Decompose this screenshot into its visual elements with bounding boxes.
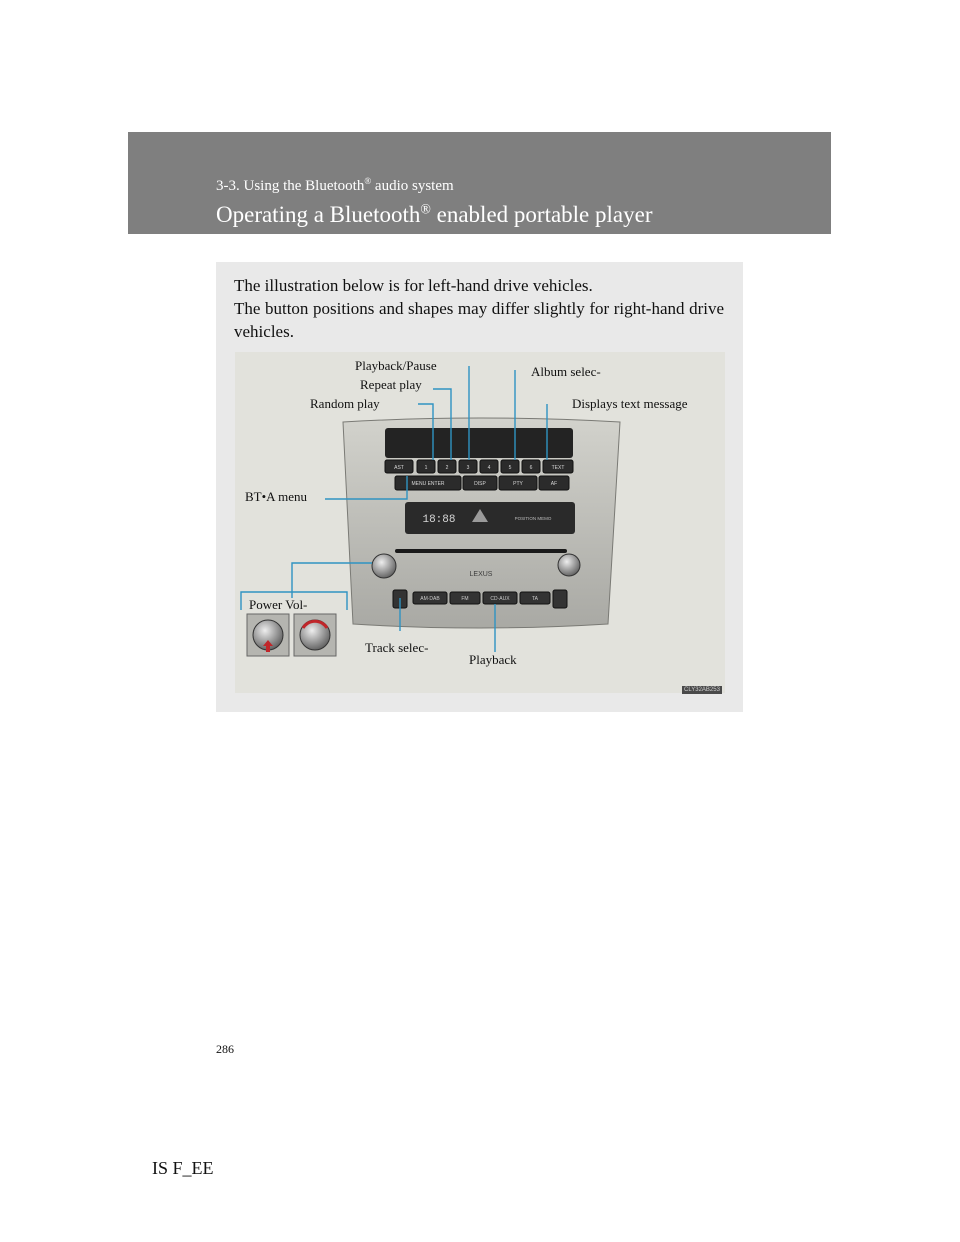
registered-mark: ® [364,176,372,186]
label-album-selection: Album selec- [531,364,601,379]
page-title [216,202,652,228]
page-title-text: Operating a Bluetooth [216,202,421,227]
note-text [234,274,724,343]
cd-slot [395,549,567,553]
label-bta-menu: BT•A menu [245,489,307,504]
button-label: 5 [508,465,512,471]
label-repeat-play: Repeat play [360,377,422,392]
label-displays-text-message: Displays text message [572,396,688,411]
note-line: The illustration below is for left-hand drive vehicles. [234,276,593,295]
button-label: 3 [466,465,470,471]
button-label: CD·AUX [490,596,510,602]
button-label: FM [461,596,469,602]
top-display [385,428,573,458]
button-eject [553,590,567,608]
illustration-code: CLY32AB253 [682,686,722,694]
label-track-selection: Track selec- [365,640,429,655]
button-label: 6 [529,465,533,471]
button-label: 1 [424,465,428,471]
button-label: TEXT [551,465,565,471]
audio-panel-illustration [235,352,725,693]
button-label: AST [394,465,404,471]
section-heading-suffix: audio system [371,178,454,194]
button-label: DISP [474,481,486,487]
button-label: MENU ENTER [411,481,445,487]
tune-knob [558,554,580,576]
lexus-logo: LEXUS [469,571,493,578]
footer-model-code: IS F_EE [152,1158,214,1178]
section-heading [216,178,454,195]
button-label: PTY [513,481,523,487]
label-random-play: Random play [310,396,380,411]
page-title-suffix: enabled portable player [430,202,653,227]
button-label: 4 [487,465,491,471]
section-heading-text: 3-3. Using the Bluetooth [216,178,365,194]
button-label: 2 [445,465,449,471]
clock-readout: 18:88 [422,514,456,526]
note-line: The button positions and shapes may differ slightly for right-hand drive vehicles. [234,299,724,341]
display-caption: POSITION MEMO [514,516,552,521]
label-power-volume: Power Vol- [249,597,308,612]
button-label: AF [550,481,558,487]
registered-mark: ® [420,201,431,217]
button-label: AM·DAB [420,596,440,602]
power-volume-knob [372,554,396,578]
page-number: 286 [216,1042,234,1056]
label-playback: Playback [469,652,517,667]
label-playback-pause: Playback/Pause [355,358,437,373]
button-label: TA [531,596,539,602]
